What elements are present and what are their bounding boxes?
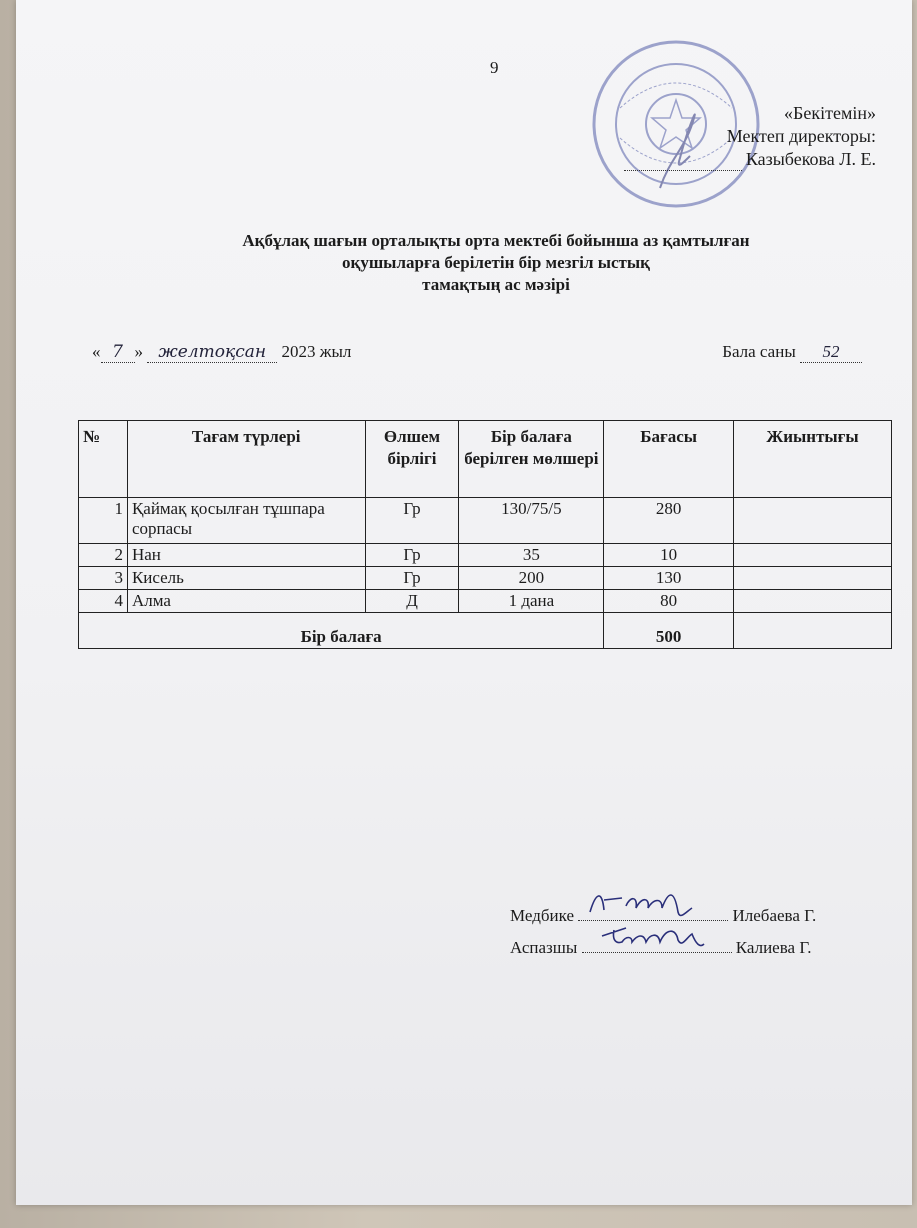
cook-name: Калиева Г. [735, 938, 812, 957]
cook-signature-line [582, 936, 732, 953]
row-total [734, 590, 892, 613]
children-count-value: 52 [800, 342, 862, 363]
row-price: 280 [604, 498, 734, 544]
title-line-1: Ақбұлақ шағын орталықты орта мектебі бойынша аз қамтылған [242, 231, 750, 250]
header-dish-types: Тағам түрлері [127, 421, 365, 498]
row-dish: Қаймақ қосылған тұшпара сорпасы [127, 498, 365, 544]
row-number: 3 [79, 567, 128, 590]
title-line-2: оқушыларға берілетін бір мезгіл ыстық [342, 253, 650, 272]
date-day: 7 [101, 342, 135, 363]
cook-role: Аспазшы [510, 938, 578, 957]
table-row [79, 567, 892, 590]
table-footer-row [79, 613, 892, 649]
table-row [79, 498, 892, 544]
row-dish: Алма [127, 590, 365, 613]
cook-signature-row [510, 932, 816, 964]
row-total [734, 498, 892, 544]
row-dish: Нан [127, 544, 365, 567]
footer-price: 500 [604, 613, 734, 649]
table-row [79, 544, 892, 567]
director-name: Казыбекова Л. Е. [745, 149, 876, 169]
row-amount: 1 дана [459, 590, 604, 613]
row-total [734, 544, 892, 567]
header-unit: Өлшем бірлігі [365, 421, 459, 498]
row-price: 130 [604, 567, 734, 590]
row-number: 4 [79, 590, 128, 613]
children-count-line [722, 342, 862, 363]
row-number: 1 [79, 498, 128, 544]
row-unit: Д [365, 590, 459, 613]
date-year: 2023 жыл [281, 342, 352, 361]
children-count-label: Бала саны [722, 342, 796, 361]
page-number: 9 [490, 58, 499, 77]
approval-block [624, 102, 876, 171]
nurse-name: Илебаева Г. [732, 906, 817, 925]
row-dish: Кисель [127, 567, 365, 590]
row-amount: 200 [459, 567, 604, 590]
title-line-3: тамақтың ас мәзірі [422, 275, 570, 294]
row-total [734, 567, 892, 590]
row-number: 2 [79, 544, 128, 567]
signatures-block [510, 900, 816, 964]
director-signature-line [624, 156, 742, 171]
approval-heading: «Бекітемін» [784, 103, 876, 123]
footer-label: Бір балаға [79, 613, 604, 649]
approval-signature-row [624, 148, 876, 171]
menu-table [78, 420, 892, 649]
table-header-row [79, 421, 892, 498]
date-open-quote: « [92, 342, 101, 361]
header-price: Бағасы [604, 421, 734, 498]
document-title [116, 230, 876, 296]
row-amount: 35 [459, 544, 604, 567]
approval-role: Мектеп директоры: [726, 126, 876, 146]
date-line [92, 342, 351, 363]
header-portion: Бір балаға берілген мөлшері [459, 421, 604, 498]
row-unit: Гр [365, 567, 459, 590]
header-number: № [79, 421, 128, 498]
row-price: 80 [604, 590, 734, 613]
document-page [16, 0, 912, 1205]
date-close-quote: » [134, 342, 143, 361]
row-unit: Гр [365, 544, 459, 567]
table-row [79, 590, 892, 613]
nurse-role: Медбике [510, 906, 574, 925]
header-total: Жиынтығы [734, 421, 892, 498]
date-month: желтоқсан [147, 342, 277, 363]
row-price: 10 [604, 544, 734, 567]
row-unit: Гр [365, 498, 459, 544]
cook-signature-icon [586, 914, 716, 954]
row-amount: 130/75/5 [459, 498, 604, 544]
footer-total [734, 613, 892, 649]
